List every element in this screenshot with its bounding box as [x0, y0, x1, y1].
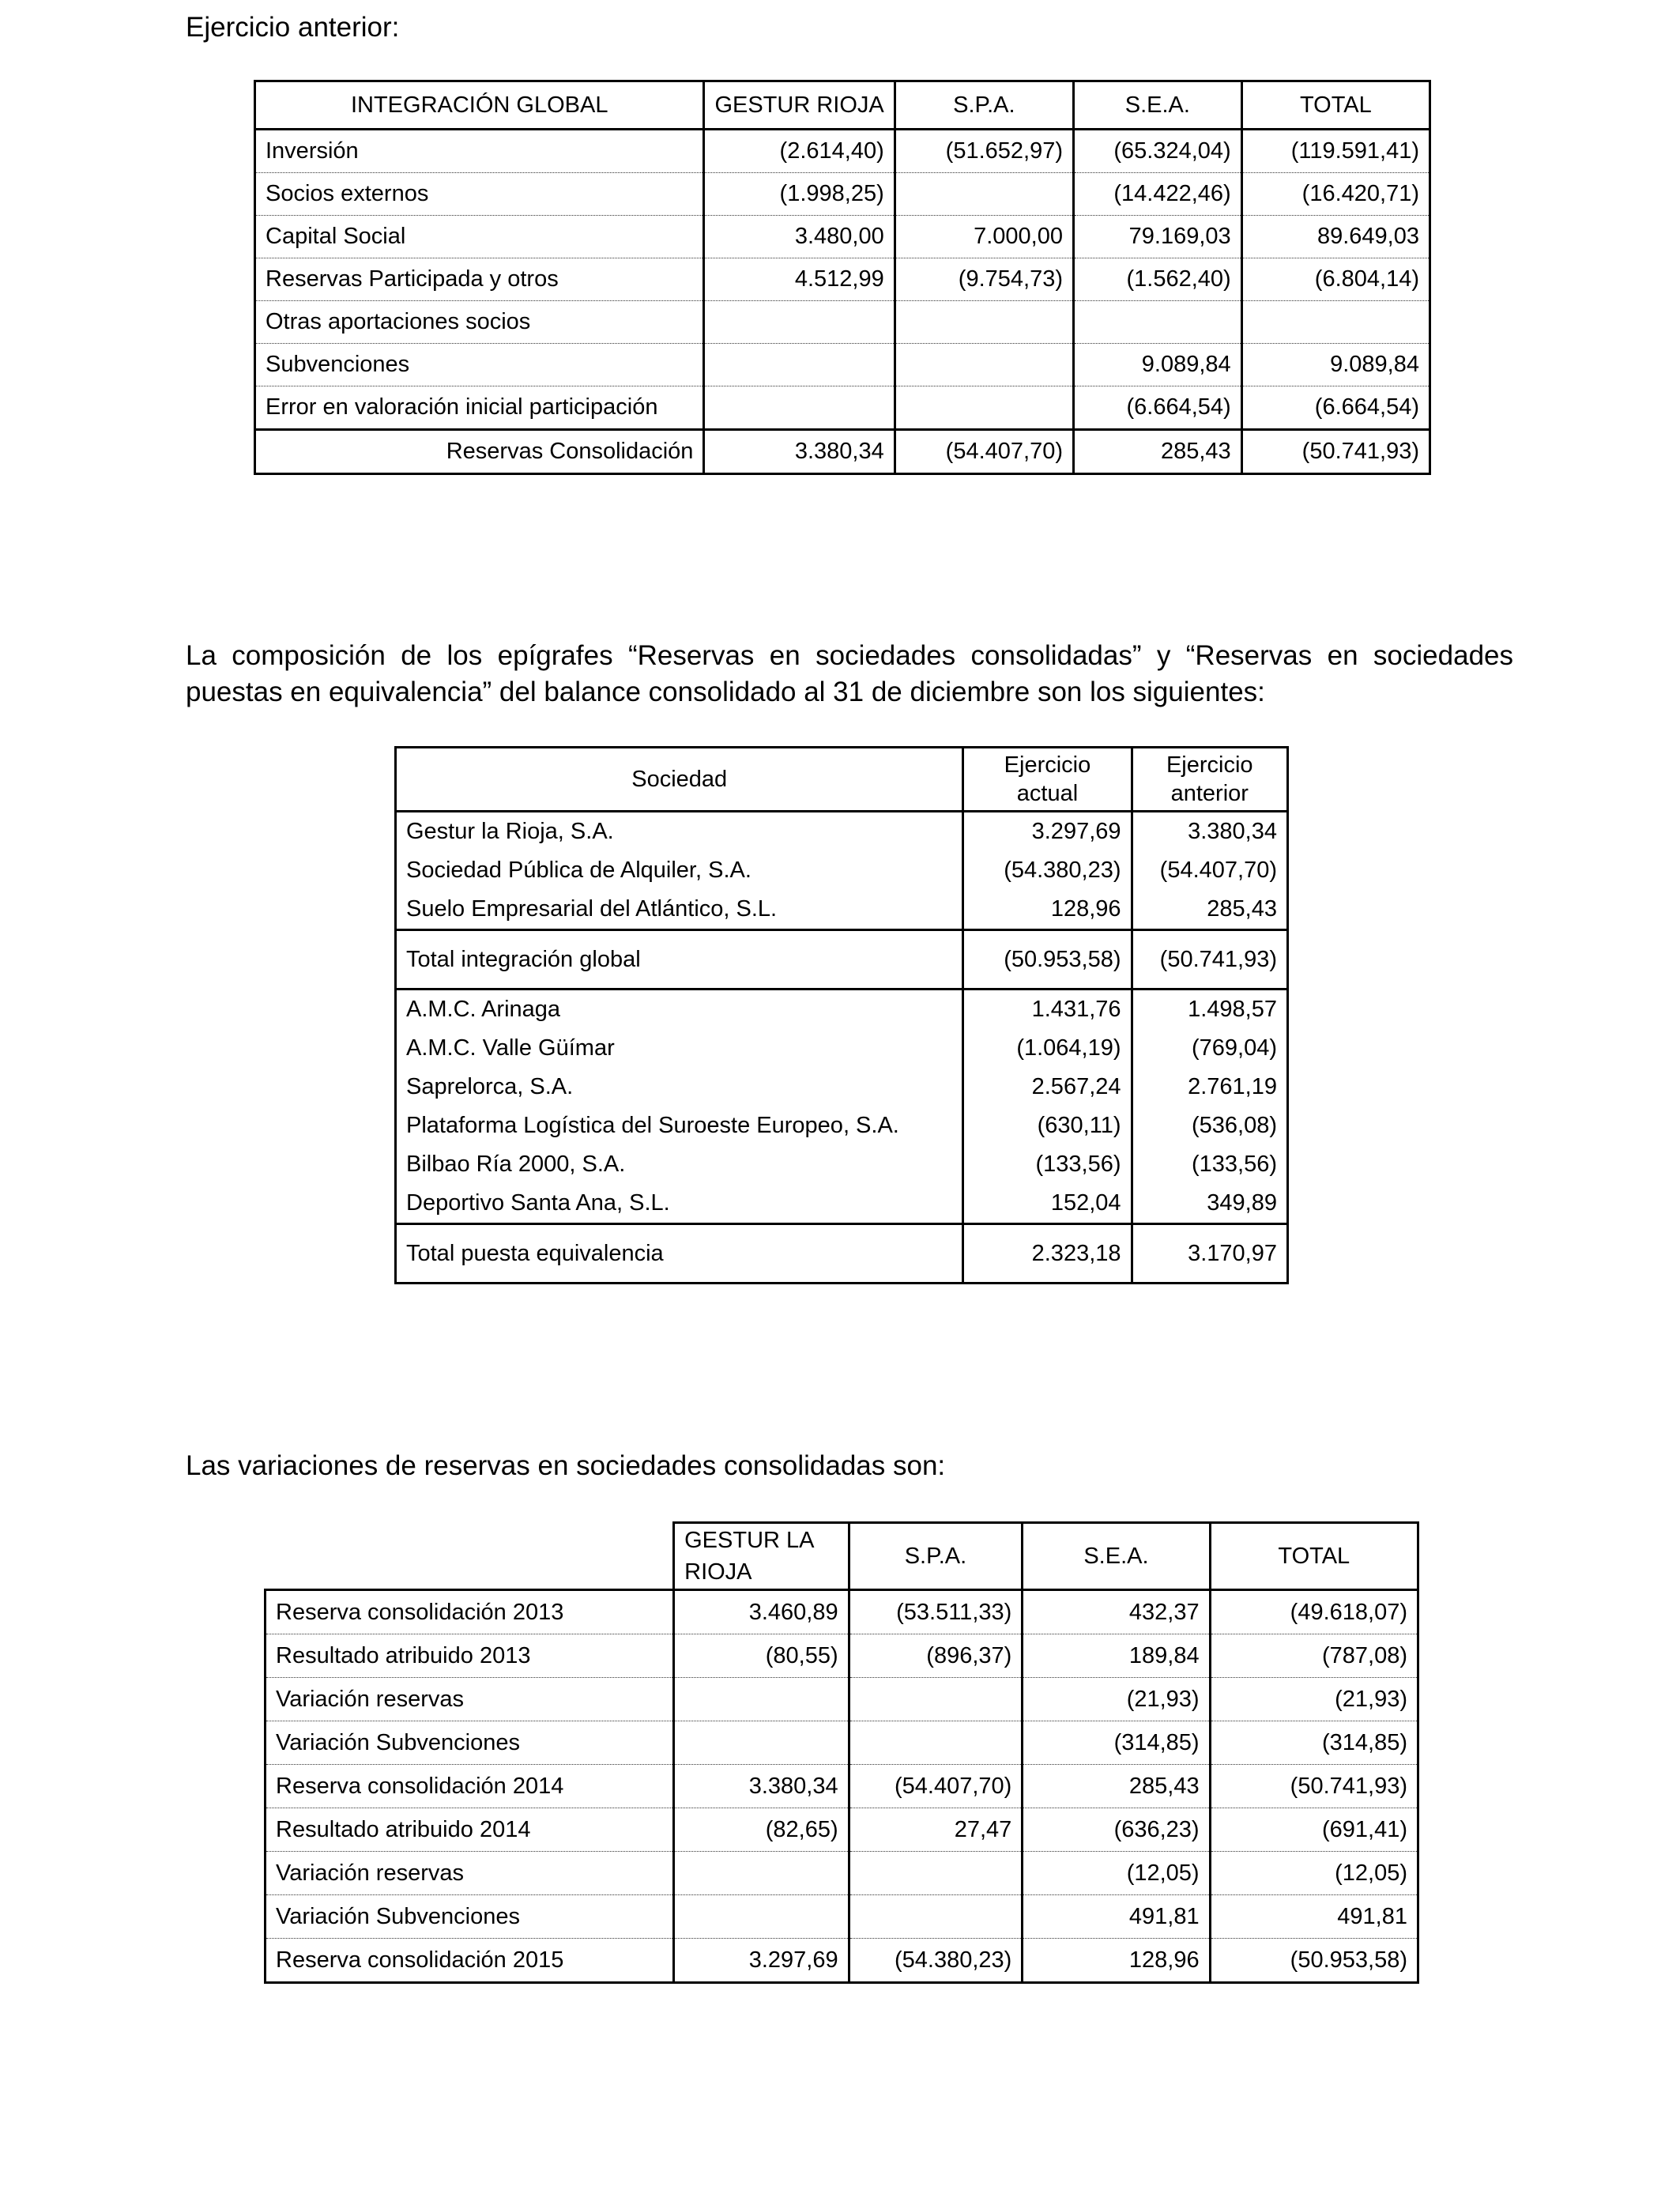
cell-value: (314,85): [1210, 1721, 1418, 1765]
table-total-row: [396, 1224, 1288, 1284]
table-row: [396, 1068, 1288, 1106]
cell-value: (50.953,58): [1210, 1939, 1418, 1983]
cell-value: (1.562,40): [1073, 258, 1241, 301]
row-label: Resultado atribuido 2013: [266, 1634, 674, 1678]
cell-value: (2.614,40): [704, 130, 895, 173]
table-row: [266, 1765, 1418, 1808]
cell-value: [849, 1678, 1023, 1721]
column-header: INTEGRACIÓN GLOBAL: [255, 81, 704, 130]
table-row: [266, 1939, 1418, 1983]
table-header-row: [396, 748, 1288, 812]
row-label: Reserva consolidación 2014: [266, 1765, 674, 1808]
row-label: Suelo Empresarial del Atlántico, S.L.: [396, 890, 963, 930]
cell-value: (50.741,93): [1241, 430, 1430, 474]
column-header: S.P.A.: [849, 1523, 1023, 1590]
cell-value: 89.649,03: [1241, 216, 1430, 258]
cell-value: 3.297,69: [674, 1939, 849, 1983]
cell-value: (6.664,54): [1073, 386, 1241, 430]
cell-value: 2.567,24: [963, 1068, 1132, 1106]
table-row: [266, 1634, 1418, 1678]
cell-value: (536,08): [1132, 1106, 1287, 1145]
row-label: Otras aportaciones socios: [255, 301, 704, 344]
cell-value: (691,41): [1210, 1808, 1418, 1852]
row-label: Total integración global: [396, 930, 963, 990]
column-header: S.P.A.: [895, 81, 1073, 130]
table-row: [396, 812, 1288, 852]
table-row: [266, 1590, 1418, 1634]
cell-value: 491,81: [1210, 1895, 1418, 1939]
cell-value: 3.297,69: [963, 812, 1132, 852]
column-header: S.E.A.: [1023, 1523, 1210, 1590]
row-label: Reserva consolidación 2015: [266, 1939, 674, 1983]
cell-value: 432,37: [1023, 1590, 1210, 1634]
row-label: Inversión: [255, 130, 704, 173]
cell-value: 9.089,84: [1073, 344, 1241, 386]
cell-value: (896,37): [849, 1634, 1023, 1678]
table-row: [266, 1808, 1418, 1852]
table-row: [266, 1721, 1418, 1765]
row-label: Sociedad Pública de Alquiler, S.A.: [396, 851, 963, 890]
cell-value: 3.380,34: [1132, 812, 1287, 852]
table-row: [396, 851, 1288, 890]
row-label: Saprelorca, S.A.: [396, 1068, 963, 1106]
cell-value: 1.431,76: [963, 990, 1132, 1030]
cell-value: (21,93): [1210, 1678, 1418, 1721]
cell-value: [674, 1721, 849, 1765]
cell-value: [674, 1895, 849, 1939]
cell-value: 152,04: [963, 1184, 1132, 1224]
cell-value: [674, 1678, 849, 1721]
cell-value: (133,56): [1132, 1145, 1287, 1184]
cell-value: 4.512,99: [704, 258, 895, 301]
row-label: Subvenciones: [255, 344, 704, 386]
cell-value: (21,93): [1023, 1678, 1210, 1721]
row-label: Capital Social: [255, 216, 704, 258]
cell-value: (119.591,41): [1241, 130, 1430, 173]
table-row: [255, 130, 1430, 173]
column-header: Sociedad: [396, 748, 963, 812]
cell-value: 3.460,89: [674, 1590, 849, 1634]
cell-value: 1.498,57: [1132, 990, 1287, 1030]
table-total-row: [255, 430, 1430, 474]
cell-value: (54.407,70): [1132, 851, 1287, 890]
table-row: [266, 1678, 1418, 1721]
cell-value: 2.323,18: [963, 1224, 1132, 1284]
cell-value: 285,43: [1023, 1765, 1210, 1808]
table-row: [396, 1184, 1288, 1224]
row-label: Variación Subvenciones: [266, 1895, 674, 1939]
cell-value: (133,56): [963, 1145, 1132, 1184]
cell-value: 285,43: [1073, 430, 1241, 474]
table-row: [266, 1895, 1418, 1939]
row-label: Variación Subvenciones: [266, 1721, 674, 1765]
cell-value: 7.000,00: [895, 216, 1073, 258]
cell-value: [704, 344, 895, 386]
column-header: S.E.A.: [1073, 81, 1241, 130]
row-label: Variación reservas: [266, 1678, 674, 1721]
column-header: GESTUR RIOJA: [704, 81, 895, 130]
cell-value: [895, 386, 1073, 430]
column-header: Ejercicio anterior: [1132, 748, 1287, 812]
cell-value: (769,04): [1132, 1029, 1287, 1068]
cell-value: (12,05): [1210, 1852, 1418, 1895]
cell-value: 79.169,03: [1073, 216, 1241, 258]
cell-value: (50.953,58): [963, 930, 1132, 990]
cell-value: (314,85): [1023, 1721, 1210, 1765]
row-label: Reservas Consolidación: [255, 430, 704, 474]
row-label: Gestur la Rioja, S.A.: [396, 812, 963, 852]
table-total-row: [396, 930, 1288, 990]
row-label: A.M.C. Valle Güímar: [396, 1029, 963, 1068]
cell-value: (53.511,33): [849, 1590, 1023, 1634]
cell-value: 285,43: [1132, 890, 1287, 930]
row-label: A.M.C. Arinaga: [396, 990, 963, 1030]
cell-value: (1.998,25): [704, 173, 895, 216]
cell-value: 128,96: [1023, 1939, 1210, 1983]
cell-value: (54.407,70): [895, 430, 1073, 474]
column-header: TOTAL: [1210, 1523, 1418, 1590]
cell-value: [1073, 301, 1241, 344]
section1-heading: Ejercicio anterior:: [186, 12, 400, 43]
cell-value: (82,65): [674, 1808, 849, 1852]
integracion-global-table: [254, 80, 1431, 475]
cell-value: (49.618,07): [1210, 1590, 1418, 1634]
cell-value: (54.407,70): [849, 1765, 1023, 1808]
table-row: [255, 301, 1430, 344]
cell-value: [1241, 301, 1430, 344]
cell-value: (54.380,23): [849, 1939, 1023, 1983]
cell-value: [704, 386, 895, 430]
cell-value: [849, 1852, 1023, 1895]
cell-value: (14.422,46): [1073, 173, 1241, 216]
row-label: Socios externos: [255, 173, 704, 216]
cell-value: 128,96: [963, 890, 1132, 930]
table-header-row: [266, 1523, 1418, 1590]
column-header: Ejercicio actual: [963, 748, 1132, 812]
cell-value: (50.741,93): [1132, 930, 1287, 990]
table-row: [396, 1106, 1288, 1145]
cell-value: 491,81: [1023, 1895, 1210, 1939]
cell-value: 349,89: [1132, 1184, 1287, 1224]
section2-paragraph: La composición de los epígrafes “Reservas en sociedades consolidadas” y “Reservas en sociedades puestas en equivalencia” del balance consolidado al 31 de diciembre son los siguientes:: [186, 640, 1513, 707]
cell-value: 9.089,84: [1241, 344, 1430, 386]
column-header: TOTAL: [1241, 81, 1430, 130]
reservas-composicion-table: [394, 746, 1289, 1284]
cell-value: 3.480,00: [704, 216, 895, 258]
cell-value: [674, 1852, 849, 1895]
cell-value: (12,05): [1023, 1852, 1210, 1895]
table-header-row: [255, 81, 1430, 130]
table-row: [396, 990, 1288, 1030]
cell-value: (9.754,73): [895, 258, 1073, 301]
row-label: Error en valoración inicial participación: [255, 386, 704, 430]
cell-value: (6.804,14): [1241, 258, 1430, 301]
cell-value: 27,47: [849, 1808, 1023, 1852]
cell-value: 3.380,34: [674, 1765, 849, 1808]
column-header-empty: [266, 1523, 674, 1590]
row-label: Bilbao Ría 2000, S.A.: [396, 1145, 963, 1184]
cell-value: (80,55): [674, 1634, 849, 1678]
cell-value: [849, 1895, 1023, 1939]
cell-value: [895, 301, 1073, 344]
row-label: Reserva consolidación 2013: [266, 1590, 674, 1634]
cell-value: (54.380,23): [963, 851, 1132, 890]
variaciones-reservas-table: [264, 1521, 1419, 1984]
table-row: [396, 890, 1288, 930]
table-row: [255, 216, 1430, 258]
cell-value: (630,11): [963, 1106, 1132, 1145]
section3-heading: Las variaciones de reservas en sociedades consolidadas son:: [186, 1450, 946, 1481]
row-label: Variación reservas: [266, 1852, 674, 1895]
cell-value: (50.741,93): [1210, 1765, 1418, 1808]
table-row: [396, 1145, 1288, 1184]
row-label: Deportivo Santa Ana, S.L.: [396, 1184, 963, 1224]
cell-value: (636,23): [1023, 1808, 1210, 1852]
table-row: [255, 258, 1430, 301]
table-row: [266, 1852, 1418, 1895]
cell-value: [895, 173, 1073, 216]
row-label: Reservas Participada y otros: [255, 258, 704, 301]
row-label: Plataforma Logística del Suroeste Europeo, S.A.: [396, 1106, 963, 1145]
cell-value: (16.420,71): [1241, 173, 1430, 216]
cell-value: [704, 301, 895, 344]
table-row: [255, 173, 1430, 216]
cell-value: 189,84: [1023, 1634, 1210, 1678]
cell-value: 3.380,34: [704, 430, 895, 474]
cell-value: (65.324,04): [1073, 130, 1241, 173]
cell-value: 3.170,97: [1132, 1224, 1287, 1284]
cell-value: [895, 344, 1073, 386]
cell-value: (6.664,54): [1241, 386, 1430, 430]
cell-value: (1.064,19): [963, 1029, 1132, 1068]
column-header: GESTUR LA RIOJA: [674, 1523, 849, 1590]
cell-value: 2.761,19: [1132, 1068, 1287, 1106]
row-label: Total puesta equivalencia: [396, 1224, 963, 1284]
cell-value: (787,08): [1210, 1634, 1418, 1678]
cell-value: [849, 1721, 1023, 1765]
table-row: [255, 386, 1430, 430]
table-row: [396, 1029, 1288, 1068]
cell-value: (51.652,97): [895, 130, 1073, 173]
table-row: [255, 344, 1430, 386]
row-label: Resultado atribuido 2014: [266, 1808, 674, 1852]
